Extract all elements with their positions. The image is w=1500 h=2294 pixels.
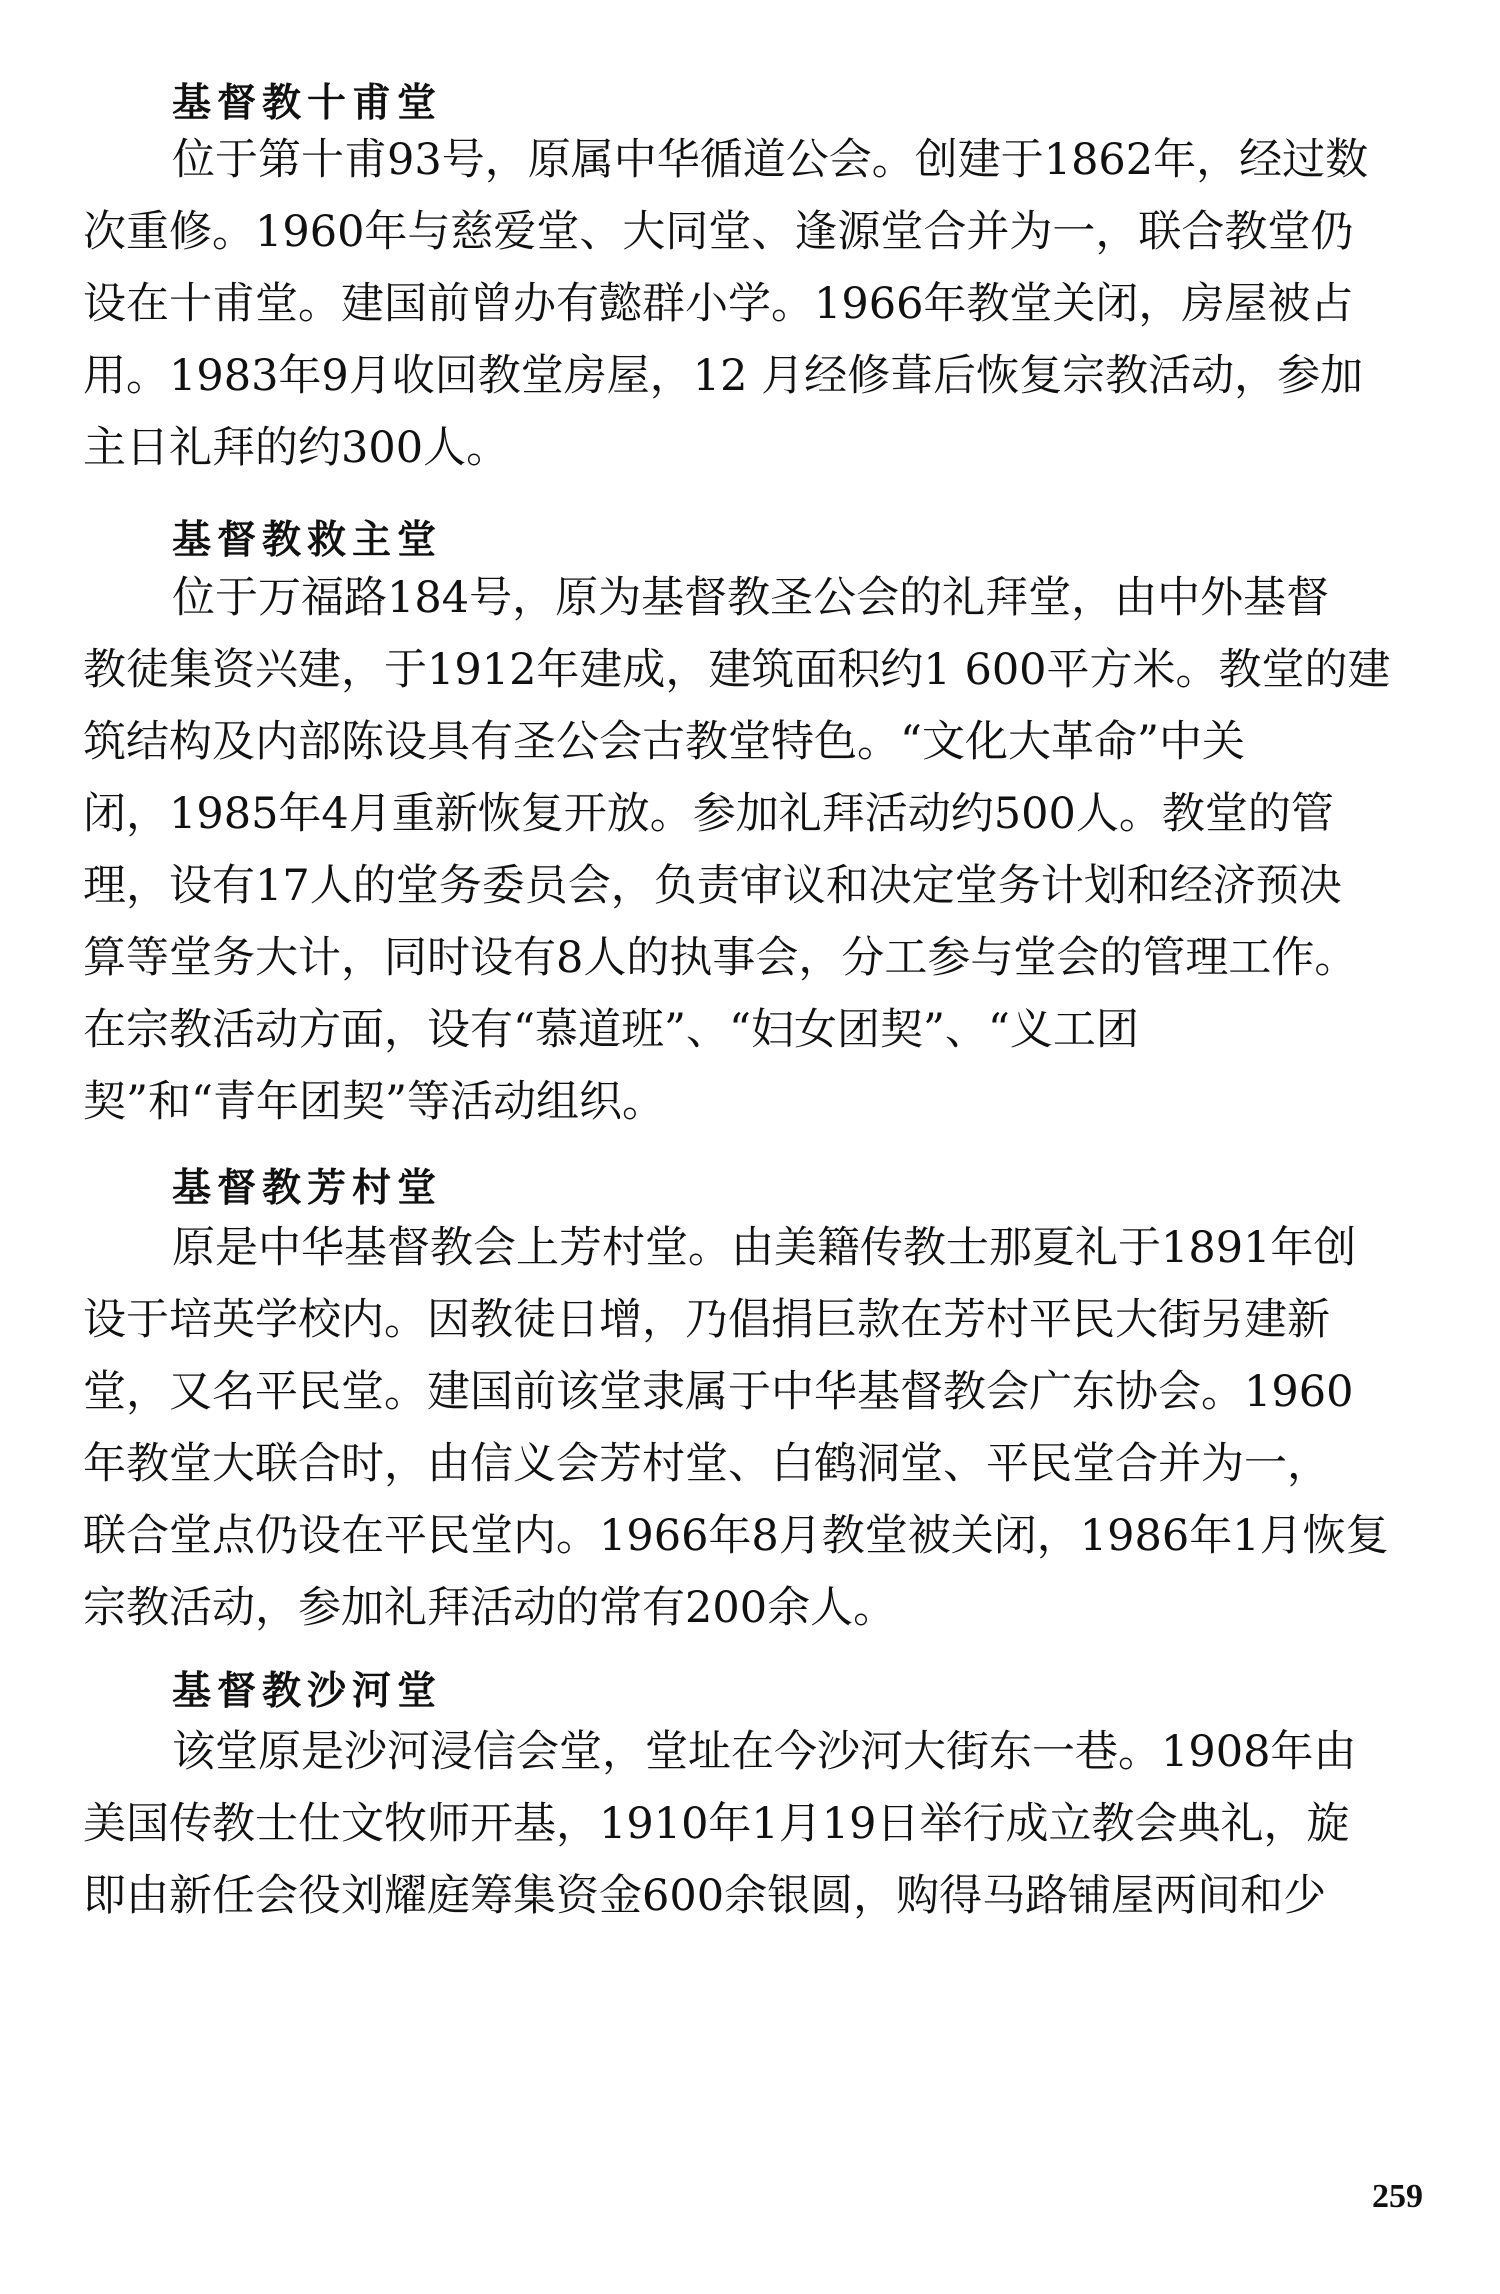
paragraph-line: 契”和“青年团契”等活动组织。 (83, 1077, 665, 1127)
paragraph-line: 位于万福路184号，原为基督教圣公会的礼拜堂，由中外基督 (172, 573, 1330, 623)
paragraph-line: 即由新任会役刘耀庭筹集资金600余银圆，购得马路铺屋两间和少 (83, 1871, 1327, 1921)
paragraph-line: 该堂原是沙河浸信会堂，堂址在今沙河大街东一巷。1908年由 (172, 1727, 1357, 1777)
paragraph-line: 次重修。1960年与慈爱堂、大同堂、逢源堂合并为一，联合教堂仍 (83, 207, 1354, 257)
paragraph-line: 用。1983年9月收回教堂房屋，12 月经修葺后恢复宗教活动，参加 (83, 351, 1364, 401)
paragraph-line: 闭，1985年4月重新恢复开放。参加礼拜活动约500人。教堂的管 (83, 789, 1334, 839)
section-heading: 基督教沙河堂 (172, 1668, 443, 1714)
paragraph-line: 原是中华基督教会上芳村堂。由美籍传教士那夏礼于1891年创 (172, 1223, 1357, 1273)
paragraph-line: 堂，又名平民堂。建国前该堂隶属于中华基督教会广东协会。1960 (83, 1367, 1354, 1417)
paragraph-line: 宗教活动，参加礼拜活动的常有200余人。 (83, 1583, 897, 1633)
paragraph-line: 位于第十甫93号，原属中华循道公会。创建于1862年，经过数 (172, 135, 1369, 185)
paragraph-line: 联合堂点仍设在平民堂内。1966年8月教堂被关闭，1986年1月恢复 (83, 1511, 1389, 1561)
section-heading: 基督教救主堂 (172, 517, 443, 563)
paragraph-line: 筑结构及内部陈设具有圣公会古教堂特色。“文化大革命”中关 (83, 717, 1245, 767)
paragraph-line: 算等堂务大计，同时设有8人的执事会，分工参与堂会的管理工作。 (83, 933, 1358, 983)
paragraph-line: 年教堂大联合时，由信义会芳村堂、白鹤洞堂、平民堂合并为一， (83, 1439, 1330, 1489)
paragraph-line: 主日礼拜的约300人。 (83, 423, 510, 473)
section-heading: 基督教十甫堂 (172, 80, 443, 126)
paragraph-line: 教徒集资兴建，于1912年建成，建筑面积约1 600平方米。教堂的建 (83, 645, 1391, 695)
paragraph-line: 在宗教活动方面，设有“慕道班”、“妇女团契”、“义工团 (83, 1005, 1139, 1055)
paragraph-line: 设在十甫堂。建国前曾办有懿群小学。1966年教堂关闭，房屋被占 (83, 279, 1354, 329)
page-number: 259 (1372, 2178, 1423, 2215)
paragraph-line: 设于培英学校内。因教徒日增，乃倡捐巨款在芳村平民大街另建新 (83, 1295, 1330, 1345)
paragraph-line: 美国传教士仕文牧师开基，1910年1月19日举行成立教会典礼，旋 (83, 1799, 1350, 1849)
paragraph-line: 理，设有17人的堂务委员会，负责审议和决定堂务计划和经济预决 (83, 861, 1342, 911)
section-heading: 基督教芳村堂 (172, 1165, 443, 1211)
